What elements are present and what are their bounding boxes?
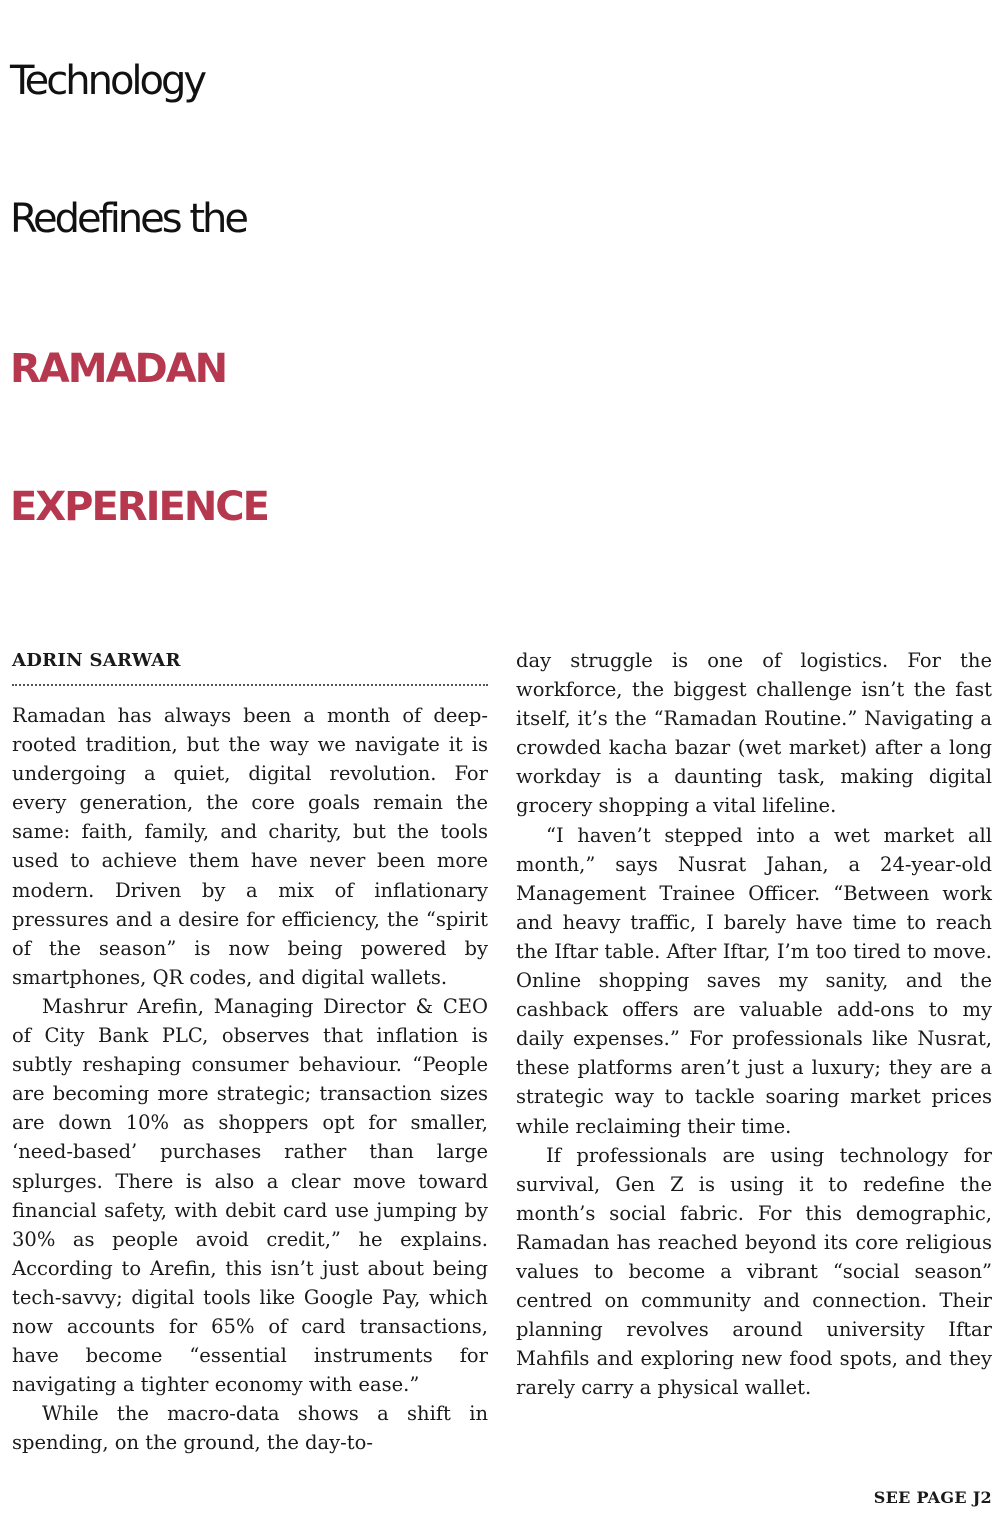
see-page-reference: SEE PAGE J2	[873, 1488, 992, 1507]
article-column-right	[516, 646, 992, 1402]
headline-line-4: EXPERIENCE	[10, 484, 268, 530]
headline-line-1: Technology	[10, 58, 205, 104]
byline-divider	[12, 684, 488, 686]
article-paragraph: Ramadan has always been a month of deep-rooted tradition, but the way we navigate it is undergoing a quiet, digital revolution. For every generation, the core goals remain the same: faith, family, and charity, but the tools used to achieve them have never been more modern. Driven by a mix of inflationary pressures and a desire for efficiency, the “spirit of the season” is now being powered by smartphones, QR codes, and digital wallets.	[12, 704, 488, 989]
article-paragraph: While the macro-data shows a shift in spending, on the ground, the day-to-	[12, 1402, 488, 1455]
byline: ADRIN SARWAR	[12, 650, 181, 671]
article-paragraph: Mashrur Arefin, Managing Director & CEO of City Bank PLC, observes that inflation is subtly reshaping consumer behaviour. “People are becoming more strategic; transaction sizes are down 10% as shoppers opt for smaller, ‘need-based’ purchases rather than large splurges. There is also a clear move toward financial safety, with debit card use jumping by 30% as people avoid credit,” he explains. According to Arefin, this isn’t just about being tech-savvy; digital tools like Google Pay, which now accounts for 65% of card transactions, have become “essential instruments for navigating a tighter economy with ease.”	[12, 994, 488, 1397]
article-column-left	[12, 701, 488, 1457]
headline	[10, 0, 995, 576]
headline-line-3: RAMADAN	[10, 346, 227, 392]
article-paragraph: “I haven’t stepped into a wet market all month,” says Nusrat Jahan, a 24-year-old Management Trainee Officer. “Between work and heavy traffic, I barely have time to reach the Iftar table. After Iftar, I’m too tired to move. Online shopping saves my sanity, and the cashback offers are valuable add-ons to my daily expenses.” For professionals like Nusrat, these platforms aren’t just a luxury; they are a strategic way to tackle soaring market prices while reclaiming their time.	[516, 823, 992, 1138]
article-paragraph: If professionals are using technology for survival, Gen Z is using it to redefine the month’s social fabric. For this demographic, Ramadan has reached beyond its core religious values to become a vibrant “social season” centred on community and connection. Their planning revolves around university Iftar Mahfils and exploring new food spots, and they rarely carry a physical wallet.	[516, 1143, 992, 1400]
headline-line-2: Redefines the	[10, 196, 246, 242]
article-paragraph: day struggle is one of logistics. For the workforce, the biggest challenge isn’t the fast itself, it’s the “Ramadan Routine.” Navigating a crowded kacha bazar (wet market) after a long workday is a daunting task, making digital grocery shopping a vital lifeline.	[516, 649, 992, 818]
